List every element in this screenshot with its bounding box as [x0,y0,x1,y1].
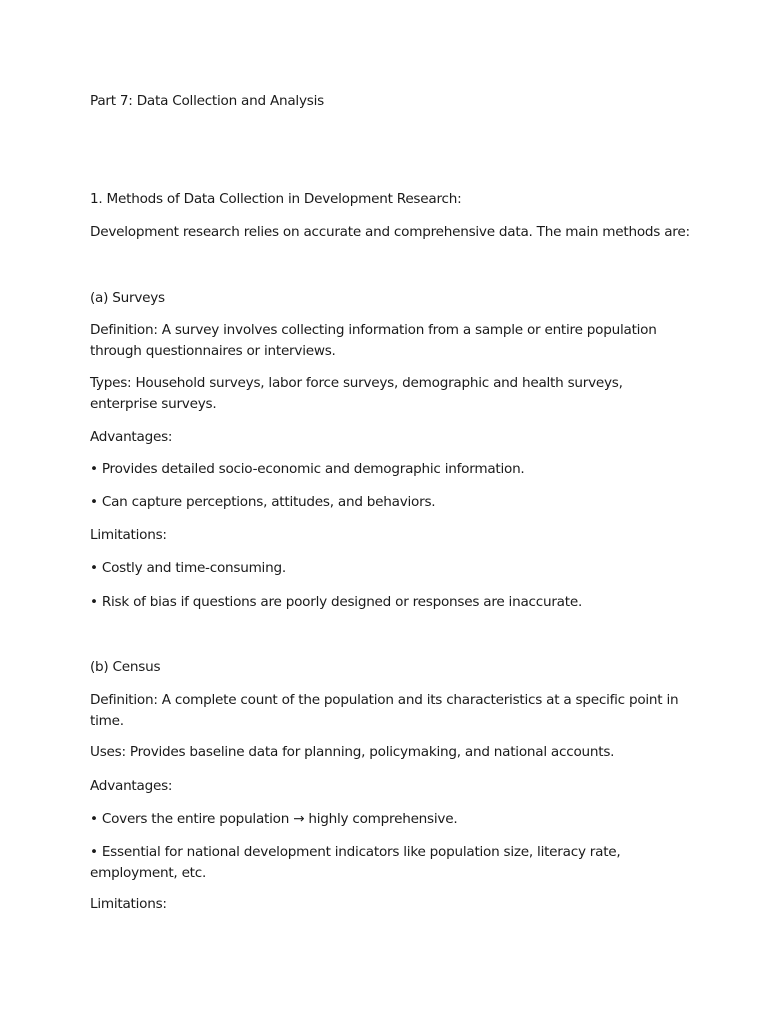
census-advantage-item: • Covers the entire population → highly comprehensive. [90,811,458,827]
census-advantages-label: Advantages: [90,778,173,794]
surveys-limitation-item: • Risk of bias if questions are poorly designed or responses are inaccurate. [90,594,583,610]
census-advantage-item: • Essential for national development indicators like population size, literacy rate, employment, etc. [90,844,621,881]
census-definition: Definition: A complete count of the population and its characteristics at a specific point in time. [90,692,679,729]
surveys-advantages-label: Advantages: [90,429,173,445]
surveys-heading: (a) Surveys [90,290,165,306]
surveys-definition: Definition: A survey involves collecting information from a sample or entire population through questionnaires or interviews. [90,322,657,359]
census-heading: (b) Census [90,659,161,675]
part-title: Part 7: Data Collection and Analysis [90,93,324,109]
surveys-advantage-item: • Can capture perceptions, attitudes, and behaviors. [90,494,436,510]
census-uses: Uses: Provides baseline data for planning, policymaking, and national accounts. [90,744,615,760]
surveys-limitations-label: Limitations: [90,527,167,543]
census-limitations-label: Limitations: [90,896,167,912]
surveys-advantage-item: • Provides detailed socio-economic and demographic information. [90,461,525,477]
intro-paragraph: Development research relies on accurate and comprehensive data. The main methods are: [90,224,690,240]
section-heading: 1. Methods of Data Collection in Development Research: [90,191,462,207]
surveys-limitation-item: • Costly and time-consuming. [90,560,286,576]
surveys-types: Types: Household surveys, labor force surveys, demographic and health surveys, enterprise surveys. [90,375,623,412]
